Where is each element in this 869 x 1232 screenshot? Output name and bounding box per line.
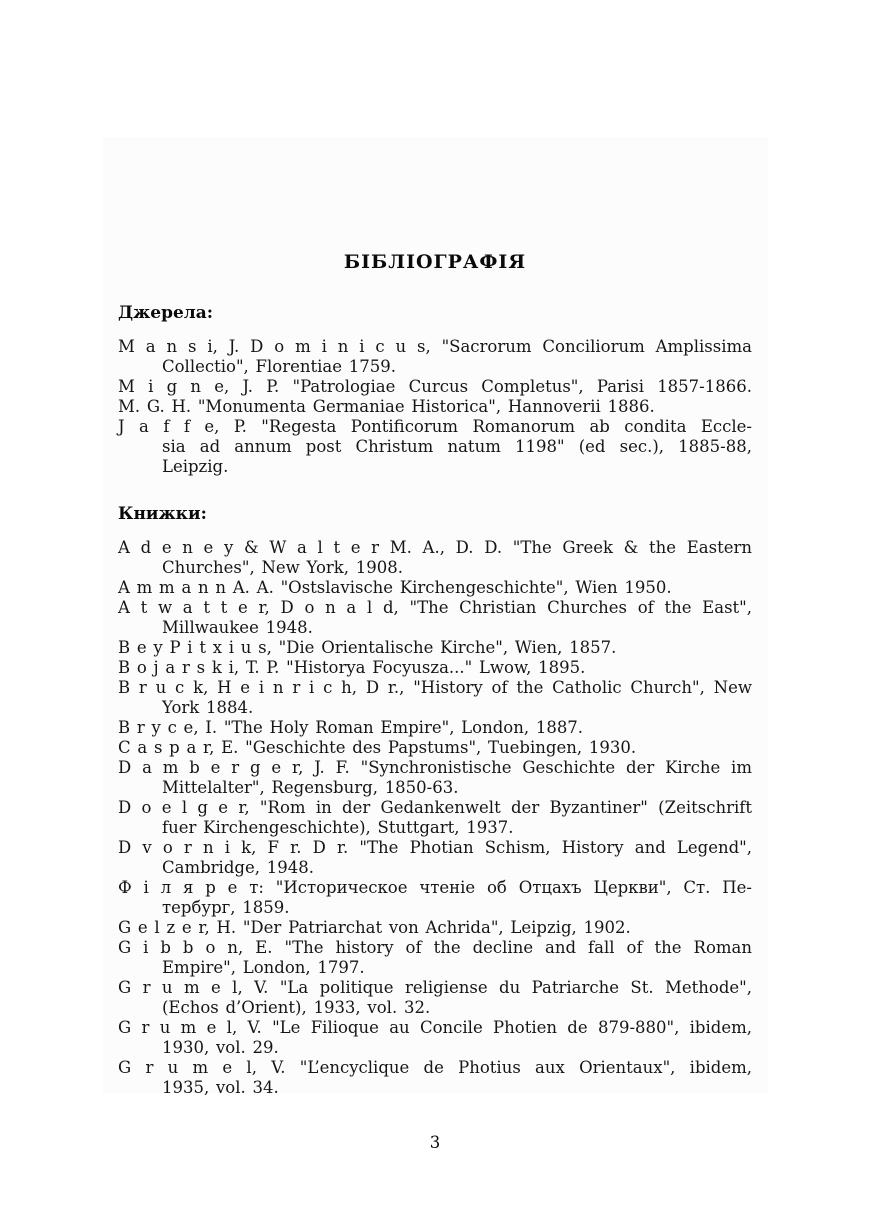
bib-entry — [118, 838, 752, 878]
bib-entry — [118, 598, 752, 638]
bib-line: Collectio", Florentiae 1759. — [162, 357, 396, 376]
bib-entry — [118, 758, 752, 798]
bib-entry — [118, 337, 752, 377]
bib-line: Cambridge, 1948. — [162, 858, 314, 877]
bib-line: M a n s i, J. D o m i n i c u s, "Sacrorum Conciliorum Amplissima — [118, 337, 752, 356]
bib-line: fuer Kirchengeschichte), Stuttgart, 1937. — [162, 818, 514, 837]
section-heading: Книжки: — [118, 504, 207, 524]
bib-line: G e l z e r, H. "Der Patriarchat von Achrida", Leipzig, 1902. — [118, 918, 631, 937]
bibliography-section — [118, 303, 752, 477]
entry-list — [118, 538, 752, 1098]
bib-line: Mittelalter", Regensburg, 1850-63. — [162, 778, 459, 797]
bib-line: Ф і л я р е т: "Историческое чтеніе об Отцахъ Церкви", Ст. Пе- — [118, 878, 752, 897]
bib-entry — [118, 738, 752, 758]
bib-entry — [118, 1058, 752, 1098]
bib-line: 1935, vol. 34. — [162, 1078, 279, 1097]
bib-entry — [118, 578, 752, 598]
page-title: БІБЛІОГРАФІЯ — [343, 251, 527, 273]
bib-entry — [118, 918, 752, 938]
bib-line: тербург, 1859. — [162, 898, 290, 917]
bib-line: B o j a r s k i, T. P. "Historya Focyusza..." Lwow, 1895. — [118, 658, 586, 677]
bib-line: B r u c k, H e i n r i c h, D r., "History of the Catholic Church", New — [118, 678, 752, 697]
bib-line: G r u m e l, V. "Le Filioque au Concile Photien de 879-880", ibidem, — [118, 1018, 752, 1037]
bib-line: A m m a n n A. A. "Ostslavische Kirchengeschichte", Wien 1950. — [118, 578, 672, 597]
bibliography-content — [118, 303, 752, 1098]
bib-entry — [118, 878, 752, 918]
bib-line: sia ad annum post Christum natum 1198" (ed sec.), 1885-88, — [162, 437, 752, 456]
bib-entry — [118, 1018, 752, 1058]
bib-entry — [118, 718, 752, 738]
bibliography-sections — [118, 303, 752, 1098]
bibliography-section — [118, 504, 752, 1098]
bib-line: D o e l g e r, "Rom in der Gedankenwelt der Byzantiner" (Zeitschrift — [118, 798, 752, 817]
bib-entry — [118, 377, 752, 397]
bib-entry — [118, 638, 752, 658]
bib-line: D v o r n i k, F r. D r. "The Photian Schism, History and Legend", — [118, 838, 752, 857]
bib-line: J a f f e, P. "Regesta Pontificorum Romanorum ab condita Eccle- — [118, 417, 752, 436]
entry-list — [118, 337, 752, 477]
bib-line: B r y c e, I. "The Holy Roman Empire", London, 1887. — [118, 718, 584, 737]
bib-line: M i g n e, J. P. "Patrologiae Curcus Completus", Parisi 1857-1866. — [118, 377, 752, 396]
bib-entry — [118, 417, 752, 477]
page-number: 3 — [429, 1133, 441, 1152]
bib-entry — [118, 978, 752, 1018]
bib-line: B e y P i t x i u s, "Die Orientalische Kirche", Wien, 1857. — [118, 638, 617, 657]
bib-line: G i b b o n, E. "The history of the decline and fall of the Roman — [118, 938, 752, 957]
bib-entry — [118, 658, 752, 678]
bib-line: 1930, vol. 29. — [162, 1038, 279, 1057]
bib-line: (Echos d’Orient), 1933, vol. 32. — [162, 998, 431, 1017]
bib-line: Millwaukee 1948. — [162, 618, 313, 637]
bib-line: Leipzig. — [162, 457, 229, 476]
bib-line: York 1884. — [162, 698, 254, 717]
bib-entry — [118, 538, 752, 578]
bib-line: G r u m e l, V. "La politique religiense du Patriarche St. Methode", — [118, 978, 752, 997]
bib-entry — [118, 397, 752, 417]
bib-entry — [118, 798, 752, 838]
bib-entry — [118, 678, 752, 718]
bib-line: A d e n e y & W a l t e r M. A., D. D. "The Greek & the Eastern — [118, 538, 752, 557]
bib-line: M. G. H. "Monumenta Germaniae Historica", Hannoverii 1886. — [118, 397, 655, 416]
bib-entry — [118, 938, 752, 978]
bib-line: Empire", London, 1797. — [162, 958, 365, 977]
bib-line: Churches", New York, 1908. — [162, 558, 404, 577]
bib-line: G r u m e l, V. "L’encyclique de Photius aux Orientaux", ibidem, — [118, 1058, 752, 1077]
bib-line: D a m b e r g e r, J. F. "Synchronistische Geschichte der Kirche im — [118, 758, 752, 777]
bib-line: C a s p a r, E. "Geschichte des Papstums", Tuebingen, 1930. — [118, 738, 637, 757]
bib-line: A t w a t t e r, D o n a l d, "The Christian Churches of the East", — [118, 598, 752, 617]
section-heading: Джерела: — [118, 303, 214, 323]
